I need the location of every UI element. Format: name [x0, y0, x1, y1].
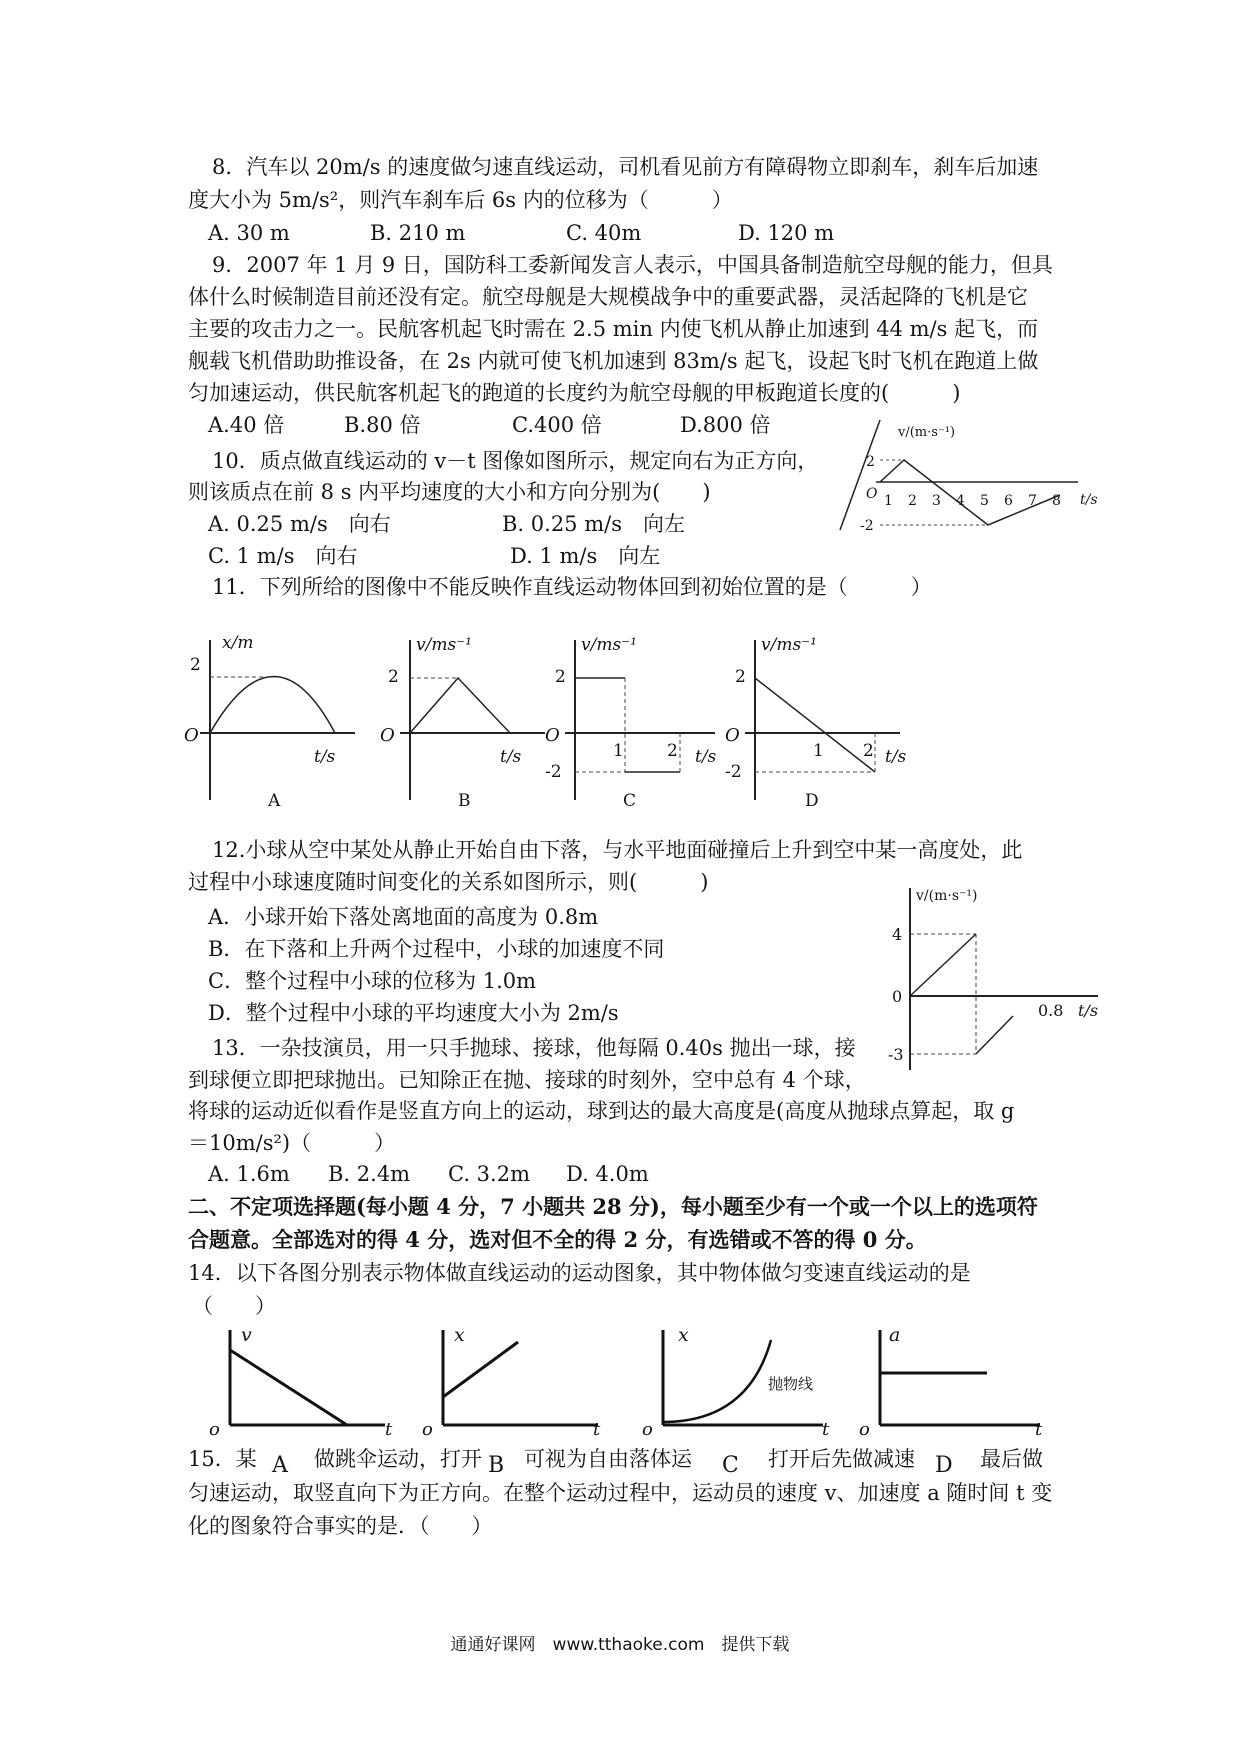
q14c-ylabel: x	[678, 1324, 689, 1346]
q9-line3: 主要的攻击力之一。民航客机起飞时需在 2.5 min 内使飞机从静止加速到 44 m/s 起飞，而	[188, 317, 1039, 341]
q8-option-b: B. 210 m	[370, 221, 466, 245]
q11d-origin: O	[725, 725, 740, 746]
q11c-ytick-neg: -2	[545, 762, 562, 782]
q10-xlabel: t/s	[1080, 492, 1098, 508]
section2-line1: 二、不定项选择题(每小题 4 分，7 小题共 28 分)，每小题至少有一个或一个以上的选项符	[188, 1194, 1038, 1219]
q9-line2: 体什么时候制造目前还没有定。航空母舰是大规模战争中的重要武器，灵活起降的飞机是它	[188, 285, 1028, 309]
q11a-ylabel: x/m	[222, 633, 254, 653]
q10-line1: 10．质点做直线运动的 v－t 图像如图所示，规定向右为正方向，	[212, 449, 819, 473]
q12-option-d: D．整个过程中小球的平均速度大小为 2m/s	[208, 1001, 619, 1025]
q14-caption-b: B	[488, 1453, 505, 1478]
q13-line1: 13．一杂技演员，用一只手抛球、接球，他每隔 0.40s 抛出一球，接	[212, 1036, 856, 1060]
q14b-ylabel: x	[454, 1324, 465, 1346]
q10-xtick-3: 3	[932, 493, 941, 509]
q10-ytick-neg2: -2	[860, 518, 874, 534]
q12-line1: 12.小球从空中某处从静止开始自由下落，与水平地面碰撞后上升到空中某一高度处，此	[212, 838, 1023, 862]
q8-option-a: A. 30 m	[208, 221, 290, 245]
q9-option-d: D.800 倍	[680, 413, 771, 437]
q12-line2: 过程中小球速度随时间变化的关系如图所示，则( )	[188, 870, 709, 894]
q15-seg2: 做跳伞运动，打开	[314, 1447, 482, 1471]
q12-xtick: 0.8	[1038, 1001, 1064, 1020]
q14-caption-c: C	[722, 1453, 739, 1478]
q10-xtick-8: 8	[1052, 493, 1061, 509]
q11c-origin: O	[545, 725, 560, 746]
q13-option-a: A. 1.6m	[208, 1162, 290, 1186]
q12-option-a: A．小球开始下落处离地面的高度为 0.8m	[208, 905, 599, 929]
q15-seg5: 最后做	[980, 1447, 1043, 1471]
q10-ytick-2: 2	[866, 454, 875, 470]
q11d-ylabel: v/ms⁻¹	[761, 635, 817, 655]
q14-line1: 14．以下各图分别表示物体做直线运动的运动图象，其中物体做匀变速直线运动的是	[188, 1261, 971, 1285]
q10-option-d: D. 1 m/s 向左	[510, 544, 661, 568]
q15-line3: 化的图象符合事实的是．（ ）	[188, 1514, 493, 1538]
q11a-caption: A	[268, 791, 281, 811]
q12-option-b: B．在下落和上升两个过程中，小球的加速度不同	[208, 937, 665, 961]
q15-line2: 匀速运动，取竖直向下为正方向。在整个运动过程中，运动员的速度 v、加速度 a 随时间 t 变	[188, 1481, 1053, 1505]
q14-caption-d: D	[935, 1453, 953, 1478]
q10-option-a: A. 0.25 m/s 向右	[208, 512, 391, 536]
q11d-ytick: 2	[735, 667, 746, 687]
q11d-xlabel: t/s	[885, 747, 907, 767]
q13-line2: 到球便立即把球抛出。已知除正在抛、接球的时刻外，空中总有 4 个球，	[188, 1068, 866, 1092]
q11-graph-a	[184, 630, 360, 811]
q14a-origin: o	[209, 1419, 220, 1440]
q14d-xlabel: t	[1035, 1419, 1043, 1440]
q10-xtick-5: 5	[980, 493, 989, 509]
q11b-ylabel: v/ms⁻¹	[416, 635, 472, 655]
q10-xtick-1: 1	[884, 493, 893, 509]
q14b-xlabel: t	[593, 1419, 601, 1440]
q13-option-b: B. 2.4m	[328, 1162, 411, 1186]
q11-graph-c	[545, 630, 725, 810]
q13-line3: 将球的运动近似看作是竖直方向上的运动，球到达的最大高度是(高度从抛球点算起，取 g	[188, 1099, 1015, 1123]
q11c-xtick-2: 2	[667, 741, 678, 761]
q11b-xlabel: t/s	[500, 747, 522, 767]
q13-option-c: C. 3.2m	[448, 1162, 530, 1186]
q14a-xlabel: t	[385, 1419, 393, 1440]
q10-ylabel: v/(m·s⁻¹)	[898, 425, 956, 440]
q11a-origin: O	[184, 725, 199, 746]
q11b-ytick: 2	[388, 667, 399, 687]
q11d-xtick-2: 2	[863, 741, 874, 761]
q14d-origin: o	[859, 1419, 870, 1440]
q9-option-b: B.80 倍	[344, 413, 421, 437]
q11a-xlabel: t/s	[314, 747, 336, 767]
q11-graph-b	[380, 630, 550, 810]
q15-seg3: 可视为自由落体运	[524, 1447, 692, 1471]
q14-graph-c	[638, 1324, 838, 1440]
q8-option-d: D. 120 m	[738, 221, 835, 245]
q14a-ylabel: v	[241, 1324, 252, 1346]
q14c-xlabel: t	[822, 1419, 830, 1440]
q14d-ylabel: a	[889, 1324, 901, 1346]
q11b-origin: O	[380, 725, 395, 746]
q12-ytick: 4	[892, 925, 903, 944]
q12-xlabel: t/s	[1078, 1001, 1099, 1020]
q11c-ylabel: v/ms⁻¹	[581, 635, 637, 655]
q12-ylabel: v/(m·s⁻¹)	[916, 888, 978, 904]
q14-graph-b	[418, 1324, 608, 1440]
q10-vt-graph	[840, 420, 1100, 540]
q11a-ytick: 2	[190, 655, 201, 675]
q14-graph-d	[855, 1324, 1055, 1440]
q11c-ytick: 2	[555, 667, 566, 687]
q12-origin: 0	[892, 987, 903, 1006]
q11b-caption: B	[458, 791, 471, 811]
q10-xtick-2: 2	[908, 493, 917, 509]
q10-line2: 则该质点在前 8 s 内平均速度的大小和方向分别为( )	[188, 480, 711, 504]
q9-line5: 匀加速运动，供民航客机起飞的跑道的长度约为航空母舰的甲板跑道长度的( )	[188, 381, 961, 405]
q14c-origin: o	[642, 1419, 653, 1440]
q11c-xlabel: t/s	[695, 747, 717, 767]
q11d-ytick-neg: -2	[725, 762, 742, 782]
q14-line2: （ ）	[192, 1294, 276, 1318]
q13-option-d: D. 4.0m	[566, 1162, 649, 1186]
q11d-xtick-1: 1	[813, 741, 824, 761]
q8-line2: 度大小为 5m/s²，则汽车刹车后 6s 内的位移为（ ）	[188, 188, 733, 212]
q14b-origin: o	[422, 1419, 433, 1440]
section2-line2: 合题意。全部选对的得 4 分，选对但不全的得 2 分，有选错或不答的得 0 分。	[188, 1227, 927, 1252]
q14c-note: 抛物线	[768, 1375, 814, 1393]
q9-line1: 9．2007 年 1 月 9 日，国防科工委新闻发言人表示，中国具备制造航空母舰的能力，但具	[212, 253, 1053, 277]
q10-xtick-4: 4	[956, 493, 965, 509]
q14-caption-a: A	[272, 1453, 288, 1478]
q11c-caption: C	[623, 791, 637, 811]
q9-line4: 舰载飞机借助助推设备，在 2s 内就可使飞机加速到 83m/s 起飞，设起飞时飞机在跑道上做	[188, 349, 1039, 373]
q9-option-a: A.40 倍	[208, 413, 285, 437]
q11c-xtick-1: 1	[613, 741, 624, 761]
q10-origin: O	[866, 486, 878, 502]
q8-option-c: C. 40m	[566, 221, 642, 245]
q15-seg1: 15．某	[188, 1447, 257, 1471]
page-footer: 通通好课网 www.tthaoke.com 提供下载	[450, 1635, 790, 1655]
q10-xtick-6: 6	[1004, 493, 1013, 509]
q12-vt-graph	[880, 880, 1120, 1080]
q14-graph-a	[205, 1324, 395, 1440]
q10-option-b: B. 0.25 m/s 向左	[502, 512, 685, 536]
q10-xtick-7: 7	[1028, 493, 1037, 509]
q15-seg4: 打开后先做减速	[768, 1447, 915, 1471]
q11-line1: 11．下列所给的图像中不能反映作直线运动物体回到初始位置的是（ ）	[212, 575, 932, 599]
q13-line4: ＝10m/s²)（ ）	[188, 1131, 396, 1155]
q12-ytick-neg: -3	[888, 1045, 904, 1064]
q9-option-c: C.400 倍	[512, 413, 602, 437]
q8-line1: 8．汽车以 20m/s 的速度做匀速直线运动，司机看见前方有障碍物立即刹车，刹车后加速	[212, 155, 1039, 179]
q10-option-c: C. 1 m/s 向右	[208, 544, 358, 568]
q11-graph-d	[725, 630, 915, 810]
q11d-caption: D	[805, 791, 819, 811]
q12-option-c: C．整个过程中小球的位移为 1.0m	[208, 969, 537, 993]
